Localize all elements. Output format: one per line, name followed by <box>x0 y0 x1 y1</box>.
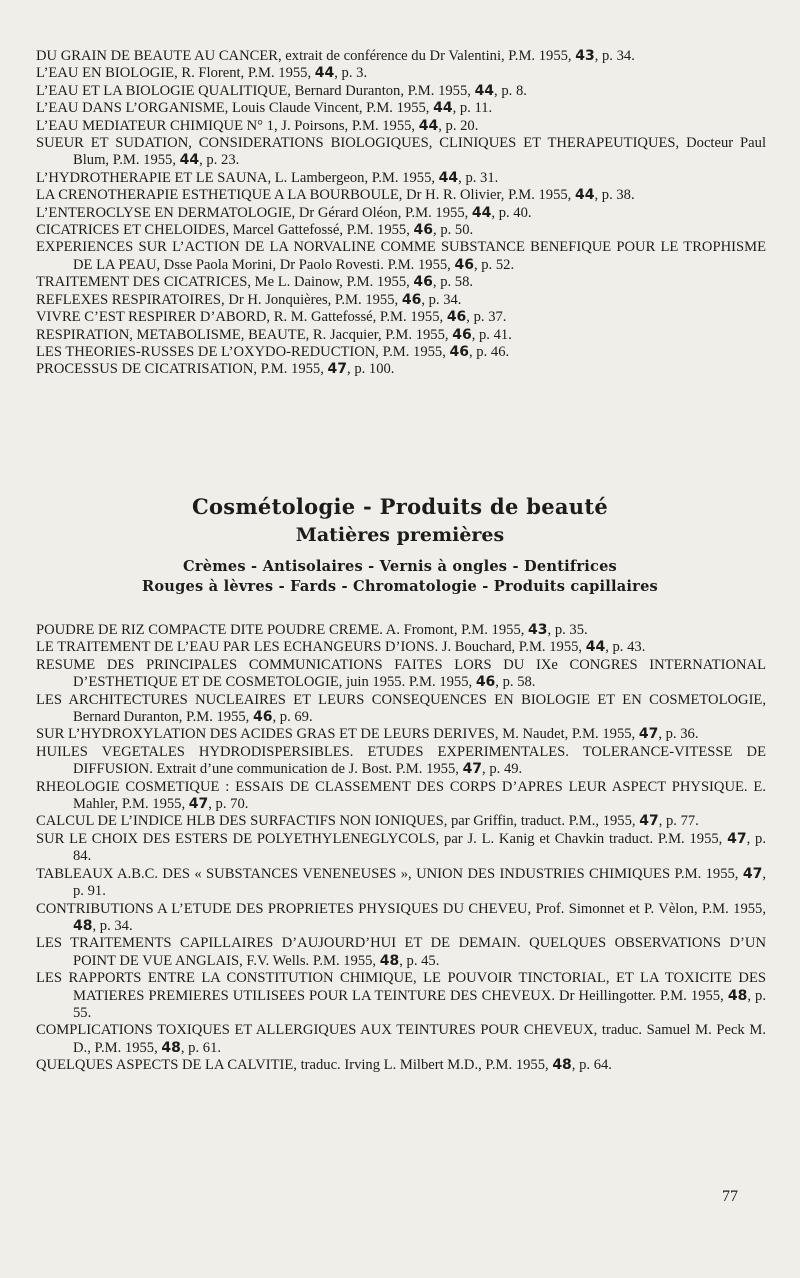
volume-number: 46 <box>413 274 433 291</box>
list-item: SUR LE CHOIX DES ESTERS DE POLYETHYLENEGLYCOLS, par J. L. Kanig et Chavkin traduct. P.M. 1955, 47, p. 84. <box>36 830 766 865</box>
list-item: L’EAU MEDIATEUR CHIMIQUE N° 1, J. Poirsons, P.M. 1955, 44, p. 20. <box>36 117 479 134</box>
volume-number: 47 <box>188 796 209 813</box>
volume-number: 46 <box>475 674 496 691</box>
list-item: LES THEORIES-RUSSES DE L’OXYDO-REDUCTION, P.M. 1955, 46, p. 46. <box>36 343 510 360</box>
volume-number: 47 <box>639 813 659 830</box>
volume-number: 44 <box>314 65 335 82</box>
list-item: RESPIRATION, METABOLISME, BEAUTE, R. Jacquier, P.M. 1955, 46, p. 41. <box>36 326 512 343</box>
page-number: 77 <box>722 1188 738 1205</box>
list-item: VIVRE C’EST RESPIRER D’ABORD, R. M. Gattefossé, P.M. 1955, 46, p. 37. <box>36 309 507 326</box>
volume-number: 44 <box>471 204 492 221</box>
volume-number: 48 <box>73 917 93 934</box>
volume-number: 47 <box>742 865 763 882</box>
list-item: SUR L’HYDROXYLATION DES ACIDES GRAS ET DE LEURS DERIVES, M. Naudet, P.M. 1955, 47, p. 36. <box>36 726 699 743</box>
volume-number: 46 <box>401 291 422 308</box>
volume-number: 44 <box>433 100 453 117</box>
list-item: LA CRENOTHERAPIE ESTHETIQUE A LA BOURBOULE, Dr H. R. Olivier, P.M. 1955, 44, p. 38. <box>36 187 635 204</box>
list-item: SUEUR ET SUDATION, CONSIDERATIONS BIOLOGIQUES, CLINIQUES ET THERAPEUTIQUES, Docteur Paul Blum, P.M. 1955, 44, p. 23. <box>36 135 766 169</box>
list-item: CALCUL DE L’INDICE HLB DES SURFACTIFS NON IONIQUES, par Griffin, traduct. P.M., 1955, 47, p. 77. <box>36 813 699 830</box>
volume-number: 44 <box>574 187 595 204</box>
volume-number: 46 <box>413 222 434 239</box>
volume-number: 47 <box>327 361 348 378</box>
volume-number: 43 <box>575 48 595 64</box>
list-item: LES TRAITEMENTS CAPILLAIRES D’AUJOURD’HUI ET DE DEMAIN. QUELQUES OBSERVATIONS D’UN POINT DE VUE ANGLAIS, F.V. Wells. P.M. 1955, 48, p. 45. <box>36 935 766 969</box>
list-item: TABLEAUX A.B.C. DES « SUBSTANCES VENENEUSES », UNION DES INDUSTRIES CHIMIQUES P.M. 1955, 47, p. 91. <box>36 865 766 900</box>
list-item: PROCESSUS DE CICATRISATION, P.M. 1955, 47, p. 100. <box>36 361 395 378</box>
volume-number: 46 <box>446 309 467 326</box>
volume-number: 43 <box>528 622 548 638</box>
volume-number: 44 <box>585 639 606 656</box>
volume-number: 47 <box>462 761 483 778</box>
list-item: LES RAPPORTS ENTRE LA CONSTITUTION CHIMIQUE, LE POUVOIR TINCTORIAL, ET LA TOXICITE DES MATIERES PREMIERES UTILISEES POUR LA TEINTURE DES CHEVEUX. Dr Heillingotter. P.M. 1955, 48, p. 55. <box>36 970 766 1021</box>
list-item: L’HYDROTHERAPIE ET LE SAUNA, L. Lambergeon, P.M. 1955, 44, p. 31. <box>36 169 499 186</box>
volume-number: 48 <box>727 987 748 1004</box>
list-item: LE TRAITEMENT DE L’EAU PAR LES ECHANGEURS D’IONS. J. Bouchard, P.M. 1955, 44, p. 43. <box>36 639 646 656</box>
list-item: COMPLICATIONS TOXIQUES ET ALLERGIQUES AUX TEINTURES POUR CHEVEUX, traduc. Samuel M. Peck M. D., P.M. 1955, 48, p. 61. <box>36 1022 766 1056</box>
list-item: DU GRAIN DE BEAUTE AU CANCER, extrait de conférence du Dr Valentini, P.M. 1955, 43, p. 34. <box>36 48 635 64</box>
list-item: QUELQUES ASPECTS DE LA CALVITIE, traduc. Irving L. Milbert M.D., P.M. 1955, 48, p. 64. <box>36 1057 612 1074</box>
volume-number: 48 <box>552 1057 572 1074</box>
list-item: POUDRE DE RIZ COMPACTE DITE POUDRE CREME. A. Fromont, P.M. 1955, 43, p. 35. <box>36 622 588 638</box>
list-item: RESUME DES PRINCIPALES COMMUNICATIONS FAITES LORS DU IXe CONGRES INTERNATIONAL D’ESTHETIQUE ET DE COSMETOLOGIE, juin 1955. P.M. 1955, 46, p. 58. <box>36 656 766 691</box>
entries-list-bottom <box>36 622 766 1075</box>
list-item: REFLEXES RESPIRATOIRES, Dr H. Jonquières, P.M. 1955, 46, p. 34. <box>36 291 462 308</box>
volume-number: 44 <box>418 117 439 134</box>
volume-number: 46 <box>449 343 469 360</box>
section-title: Cosmétologie - Produits de beauté <box>191 494 609 519</box>
list-item: HUILES VEGETALES HYDRODISPERSIBLES. ETUDES EXPERIMENTALES. TOLERANCE-VITESSE DE DIFFUSION. Extrait d’une communication de J. Bost. P.M. 1955, 47, p. 49. <box>36 743 766 778</box>
list-item: L’EAU DANS L’ORGANISME, Louis Claude Vincent, P.M. 1955, 44, p. 11. <box>36 100 493 117</box>
volume-number: 44 <box>474 82 495 99</box>
list-item: RHEOLOGIE COSMETIQUE : ESSAIS DE CLASSEMENT DES CORPS D’APRES LEUR ASPECT PHYSIQUE. E. Mahler, P.M. 1955, 47, p. 70. <box>36 778 766 813</box>
volume-number: 44 <box>179 152 200 169</box>
volume-number: 47 <box>727 830 747 847</box>
section-subtitle: Matières premières <box>295 524 505 546</box>
list-item: TRAITEMENT DES CICATRICES, Me L. Dainow, P.M. 1955, 46, p. 58. <box>36 274 474 291</box>
volume-number: 46 <box>452 326 472 343</box>
volume-number: 48 <box>161 1039 181 1056</box>
list-item: CONTRIBUTIONS A L’ETUDE DES PROPRIETES PHYSIQUES DU CHEVEU, Prof. Simonnet et P. Vèlon, P.M. 1955, 48, p. 34. <box>36 900 766 934</box>
volume-number: 46 <box>252 709 273 726</box>
list-item: CICATRICES ET CHELOIDES, Marcel Gattefossé, P.M. 1955, 46, p. 50. <box>36 222 474 239</box>
volume-number: 44 <box>438 169 459 186</box>
section-topics-line-2: Rouges à lèvres - Fards - Chromatologie - Produits capillaires <box>142 578 658 595</box>
list-item: EXPERIENCES SUR L’ACTION DE LA NORVALINE COMME SUBSTANCE BENEFIQUE POUR LE TROPHISME DE LA PEAU, Dsse Paola Morini, Dr Paolo Rovesti. P.M. 1955, 46, p. 52. <box>36 239 766 273</box>
list-item: L’EAU ET LA BIOLOGIE QUALITIQUE, Bernard Duranton, P.M. 1955, 44, p. 8. <box>36 82 527 99</box>
list-item: L’EAU EN BIOLOGIE, R. Florent, P.M. 1955, 44, p. 3. <box>36 65 368 82</box>
list-item: L’ENTEROCLYSE EN DERMATOLOGIE, Dr Gérard Oléon, P.M. 1955, 44, p. 40. <box>36 204 532 221</box>
section-topics-line-1: Crèmes - Antisolaires - Vernis à ongles - Dentifrices <box>183 558 617 575</box>
volume-number: 46 <box>454 256 474 273</box>
volume-number: 48 <box>379 952 400 969</box>
volume-number: 47 <box>638 726 659 743</box>
entries-list-top <box>36 48 766 379</box>
list-item: LES ARCHITECTURES NUCLEAIRES ET LEURS CONSEQUENCES EN BIOLOGIE ET EN COSMETOLOGIE, Bernard Duranton, P.M. 1955, 46, p. 69. <box>36 691 766 726</box>
